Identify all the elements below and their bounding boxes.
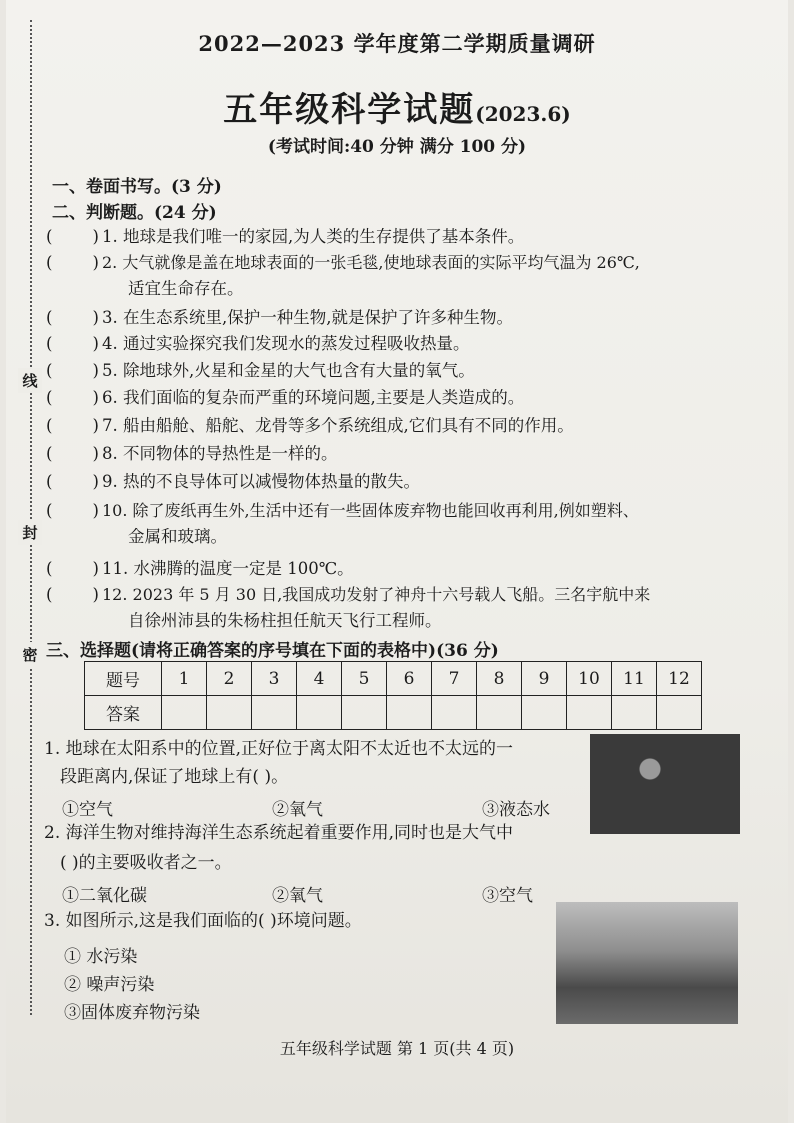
- judgment-text: 6. 我们面临的复杂而严重的环境问题,主要是人类造成的。: [102, 388, 525, 407]
- paren-close: ): [92, 334, 99, 353]
- judgment-item: [46, 498, 756, 546]
- judgment-item: [46, 441, 756, 467]
- answer-cell[interactable]: [522, 696, 567, 730]
- question-3-option-3[interactable]: ③固体废弃物污染: [64, 1003, 200, 1023]
- bulldozer-garbage-image: [556, 902, 738, 1024]
- judgment-text: 11. 水沸腾的温度一定是 100℃。: [102, 559, 354, 578]
- answer-cell[interactable]: [252, 696, 297, 730]
- table-cell-number: 11: [612, 662, 657, 696]
- answer-blank[interactable]: [52, 348, 92, 349]
- margin-char-feng: 封: [18, 520, 42, 545]
- table-cell-number: 10: [567, 662, 612, 696]
- answer-cell[interactable]: [432, 696, 477, 730]
- answer-cell[interactable]: [567, 696, 612, 730]
- answer-cell[interactable]: [297, 696, 342, 730]
- answer-blank[interactable]: [52, 267, 92, 268]
- answer-blank[interactable]: [52, 486, 92, 487]
- table-cell-number: 4: [297, 662, 342, 696]
- answer-cell[interactable]: [162, 696, 207, 730]
- exam-date: (2023.6): [475, 102, 571, 126]
- section-handwriting: 一、卷面书写。(3 分): [52, 177, 222, 197]
- judgment-item: [46, 556, 756, 582]
- table-cell-number: 5: [342, 662, 387, 696]
- exam-title: [0, 82, 794, 131]
- judgment-item: [46, 385, 756, 411]
- answer-table: [84, 661, 702, 730]
- question-3-option-1[interactable]: ① 水污染: [64, 947, 138, 967]
- table-cell-number: 8: [477, 662, 522, 696]
- question-1-line2: 段距离内,保证了地球上有( )。: [60, 767, 289, 787]
- paren-open: (: [46, 253, 53, 272]
- table-label-answer: 答案: [85, 696, 162, 730]
- answer-cell[interactable]: [387, 696, 432, 730]
- margin-char-mi: 密: [18, 642, 42, 667]
- paren-open: (: [46, 585, 53, 604]
- table-cell-number: 2: [207, 662, 252, 696]
- question-2-line1: 2. 海洋生物对维持海洋生态系统起着重要作用,同时也是大气中: [44, 823, 514, 843]
- judgment-item: [46, 413, 756, 439]
- answer-blank[interactable]: [52, 430, 92, 431]
- judgment-item: [46, 469, 756, 495]
- answer-blank[interactable]: [52, 322, 92, 323]
- paren-open: (: [46, 361, 53, 380]
- judgment-text-continued: 适宜生命存在。: [128, 279, 244, 298]
- judgment-text: 1. 地球是我们唯一的家园,为人类的生存提供了基本条件。: [102, 227, 525, 246]
- question-1-option-2[interactable]: ②氧气: [272, 800, 323, 820]
- table-cell-number: 3: [252, 662, 297, 696]
- paren-close: ): [92, 388, 99, 407]
- margin-char-xian: 线: [18, 368, 42, 393]
- section-multiple-choice: 三、选择题(请将正确答案的序号填在下面的表格中)(36 分): [46, 641, 499, 661]
- answer-cell[interactable]: [657, 696, 702, 730]
- paren-close: ): [92, 559, 99, 578]
- paren-open: (: [46, 388, 53, 407]
- paren-close: ): [92, 308, 99, 327]
- judgment-text: 7. 船由船舱、船舵、龙骨等多个系统组成,它们具有不同的作用。: [102, 416, 574, 435]
- answer-cell[interactable]: [612, 696, 657, 730]
- table-cell-number: 9: [522, 662, 567, 696]
- table-cell-number: 7: [432, 662, 477, 696]
- judgment-item: [46, 224, 756, 250]
- judgment-item: [46, 305, 756, 331]
- answer-blank[interactable]: [52, 515, 92, 516]
- table-cell-number: 1: [162, 662, 207, 696]
- answer-blank[interactable]: [52, 241, 92, 242]
- question-2-option-2[interactable]: ②氧气: [272, 886, 323, 906]
- paren-close: ): [92, 585, 99, 604]
- judgment-item: [46, 582, 756, 630]
- judgment-text-continued: 自徐州沛县的朱杨柱担任航天飞行工程师。: [128, 611, 442, 630]
- paren-open: (: [46, 334, 53, 353]
- paren-open: (: [46, 416, 53, 435]
- paren-open: (: [46, 559, 53, 578]
- table-label-number: 题号: [85, 662, 162, 696]
- judgment-text: 4. 通过实验探究我们发现水的蒸发过程吸收热量。: [102, 334, 470, 353]
- question-2-option-3[interactable]: ③空气: [482, 886, 533, 906]
- judgment-text: 2. 大气就像是盖在地球表面的一张毛毯,使地球表面的实际平均气温为 26℃,: [102, 253, 640, 272]
- page-footer: 五年级科学试题 第 1 页(共 4 页): [279, 1039, 515, 1058]
- answer-blank[interactable]: [52, 402, 92, 403]
- judgment-text-continued: 金属和玻璃。: [128, 527, 227, 546]
- paren-open: (: [46, 472, 53, 491]
- answer-blank[interactable]: [52, 375, 92, 376]
- judgment-item: [46, 358, 756, 384]
- judgment-text: 3. 在生态系统里,保护一种生物,就是保护了许多种生物。: [102, 308, 513, 327]
- judgment-item: [46, 331, 756, 357]
- question-1-option-1[interactable]: ①空气: [62, 800, 113, 820]
- answer-blank[interactable]: [52, 458, 92, 459]
- paren-open: (: [46, 444, 53, 463]
- answer-cell[interactable]: [477, 696, 522, 730]
- answer-blank[interactable]: [52, 573, 92, 574]
- question-3-line1: 3. 如图所示,这是我们面临的( )环境问题。: [44, 911, 362, 931]
- paren-close: ): [92, 227, 99, 246]
- table-cell-number: 12: [657, 662, 702, 696]
- paren-open: (: [46, 501, 53, 520]
- solar-system-image: [590, 734, 740, 834]
- paren-close: ): [92, 472, 99, 491]
- table-cell-number: 6: [387, 662, 432, 696]
- paren-close: ): [92, 361, 99, 380]
- answer-cell[interactable]: [207, 696, 252, 730]
- binding-margin-line: [30, 20, 32, 1015]
- exam-info: (考试时间:40 分钟 满分 100 分): [267, 137, 527, 157]
- answer-table-header-row: [85, 662, 702, 696]
- question-2-line2: ( )的主要吸收者之一。: [60, 853, 232, 873]
- exam-subject-title: 五年级科学试题: [223, 90, 476, 130]
- question-2-option-1[interactable]: ①二氧化碳: [62, 886, 147, 906]
- paren-open: (: [46, 227, 53, 246]
- judgment-text: 9. 热的不良导体可以减慢物体热量的散失。: [102, 472, 420, 491]
- paren-close: ): [92, 253, 99, 272]
- judgment-text: 12. 2023 年 5 月 30 日,我国成功发射了神舟十六号载人飞船。三名宇航中来: [102, 585, 651, 604]
- judgment-text: 8. 不同物体的导热性是一样的。: [102, 444, 338, 463]
- paren-close: ): [92, 416, 99, 435]
- answer-table-answer-row: [85, 696, 702, 730]
- paren-close: ): [92, 444, 99, 463]
- question-1-line1: 1. 地球在太阳系中的位置,正好位于离太阳不太近也不太远的一: [44, 739, 514, 759]
- paren-close: ): [92, 501, 99, 520]
- exam-term-title: 2022—2023 学年度第二学期质量调研: [198, 31, 596, 56]
- judgment-text: 5. 除地球外,火星和金星的大气也含有大量的氧气。: [102, 361, 475, 380]
- judgment-item: [46, 250, 756, 298]
- question-3-option-2[interactable]: ② 噪声污染: [64, 975, 155, 995]
- answer-blank[interactable]: [52, 599, 92, 600]
- section-judgment: 二、判断题。(24 分): [52, 203, 217, 223]
- answer-cell[interactable]: [342, 696, 387, 730]
- judgment-text: 10. 除了废纸再生外,生活中还有一些固体废弃物也能回收再利用,例如塑料、: [102, 501, 639, 520]
- paren-open: (: [46, 308, 53, 327]
- question-1-option-3[interactable]: ③液态水: [482, 800, 550, 820]
